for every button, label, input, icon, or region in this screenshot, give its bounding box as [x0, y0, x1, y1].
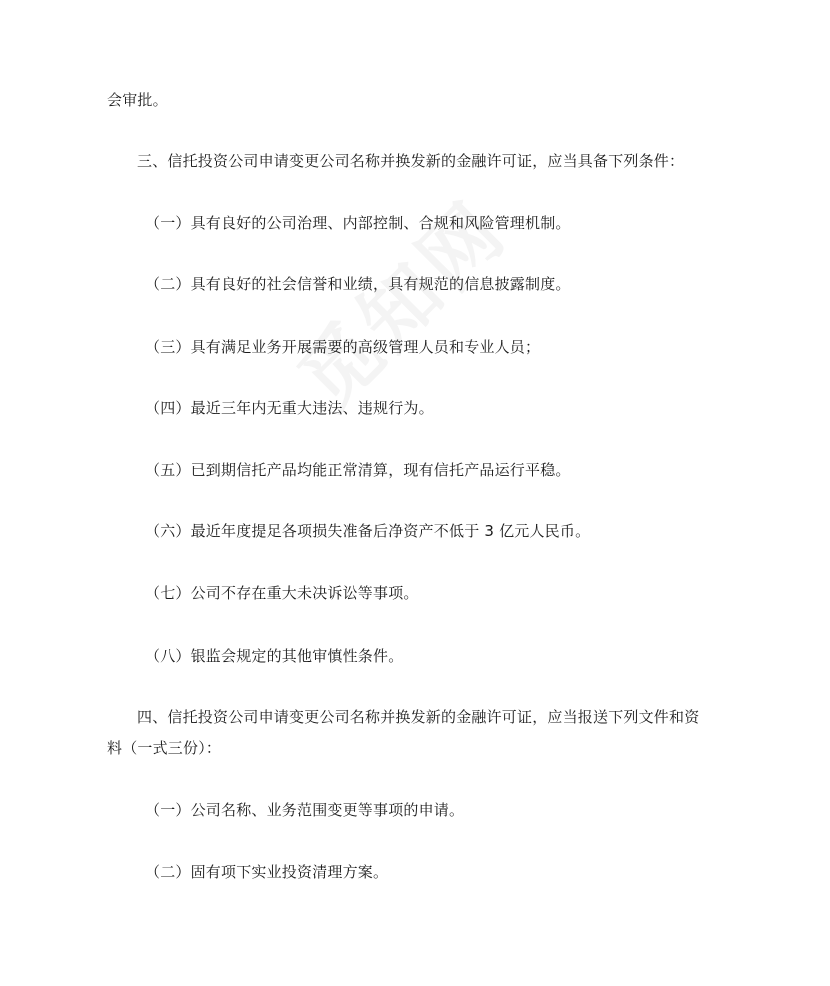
paragraph-line: 料（一式三份）：	[107, 739, 222, 757]
list-item: （四）最近三年内无重大违法、违规行为。	[145, 399, 434, 417]
section-heading-three: 三、信托投资公司申请变更公司名称并换发新的金融许可证，应当具备下列条件：	[137, 152, 685, 170]
section-heading-four: 四、信托投资公司申请变更公司名称并换发新的金融许可证，应当报送下列文件和资	[137, 708, 700, 726]
list-item: （八）银监会规定的其他审慎性条件。	[145, 647, 404, 665]
list-item: （二）固有项下实业投资清理方案。	[145, 863, 389, 881]
list-item: （七）公司不存在重大未决诉讼等事项。	[145, 584, 419, 602]
list-item: （三）具有满足业务开展需要的高级管理人员和专业人员；	[145, 338, 541, 356]
list-item: （一）公司名称、业务范围变更等事项的申请。	[145, 801, 465, 819]
list-item: （六）最近年度提足各项损失准备后净资产不低于 3 亿元人民币。	[145, 522, 591, 540]
list-item: （一）具有良好的公司治理、内部控制、合规和风险管理机制。	[145, 214, 571, 232]
watermark	[270, 172, 527, 429]
paragraph-line: 会审批。	[107, 91, 168, 109]
list-item: （五）已到期信托产品均能正常清算，现有信托产品运行平稳。	[145, 461, 571, 479]
list-item: （二）具有良好的社会信誉和业绩，具有规范的信息披露制度。	[145, 275, 571, 293]
